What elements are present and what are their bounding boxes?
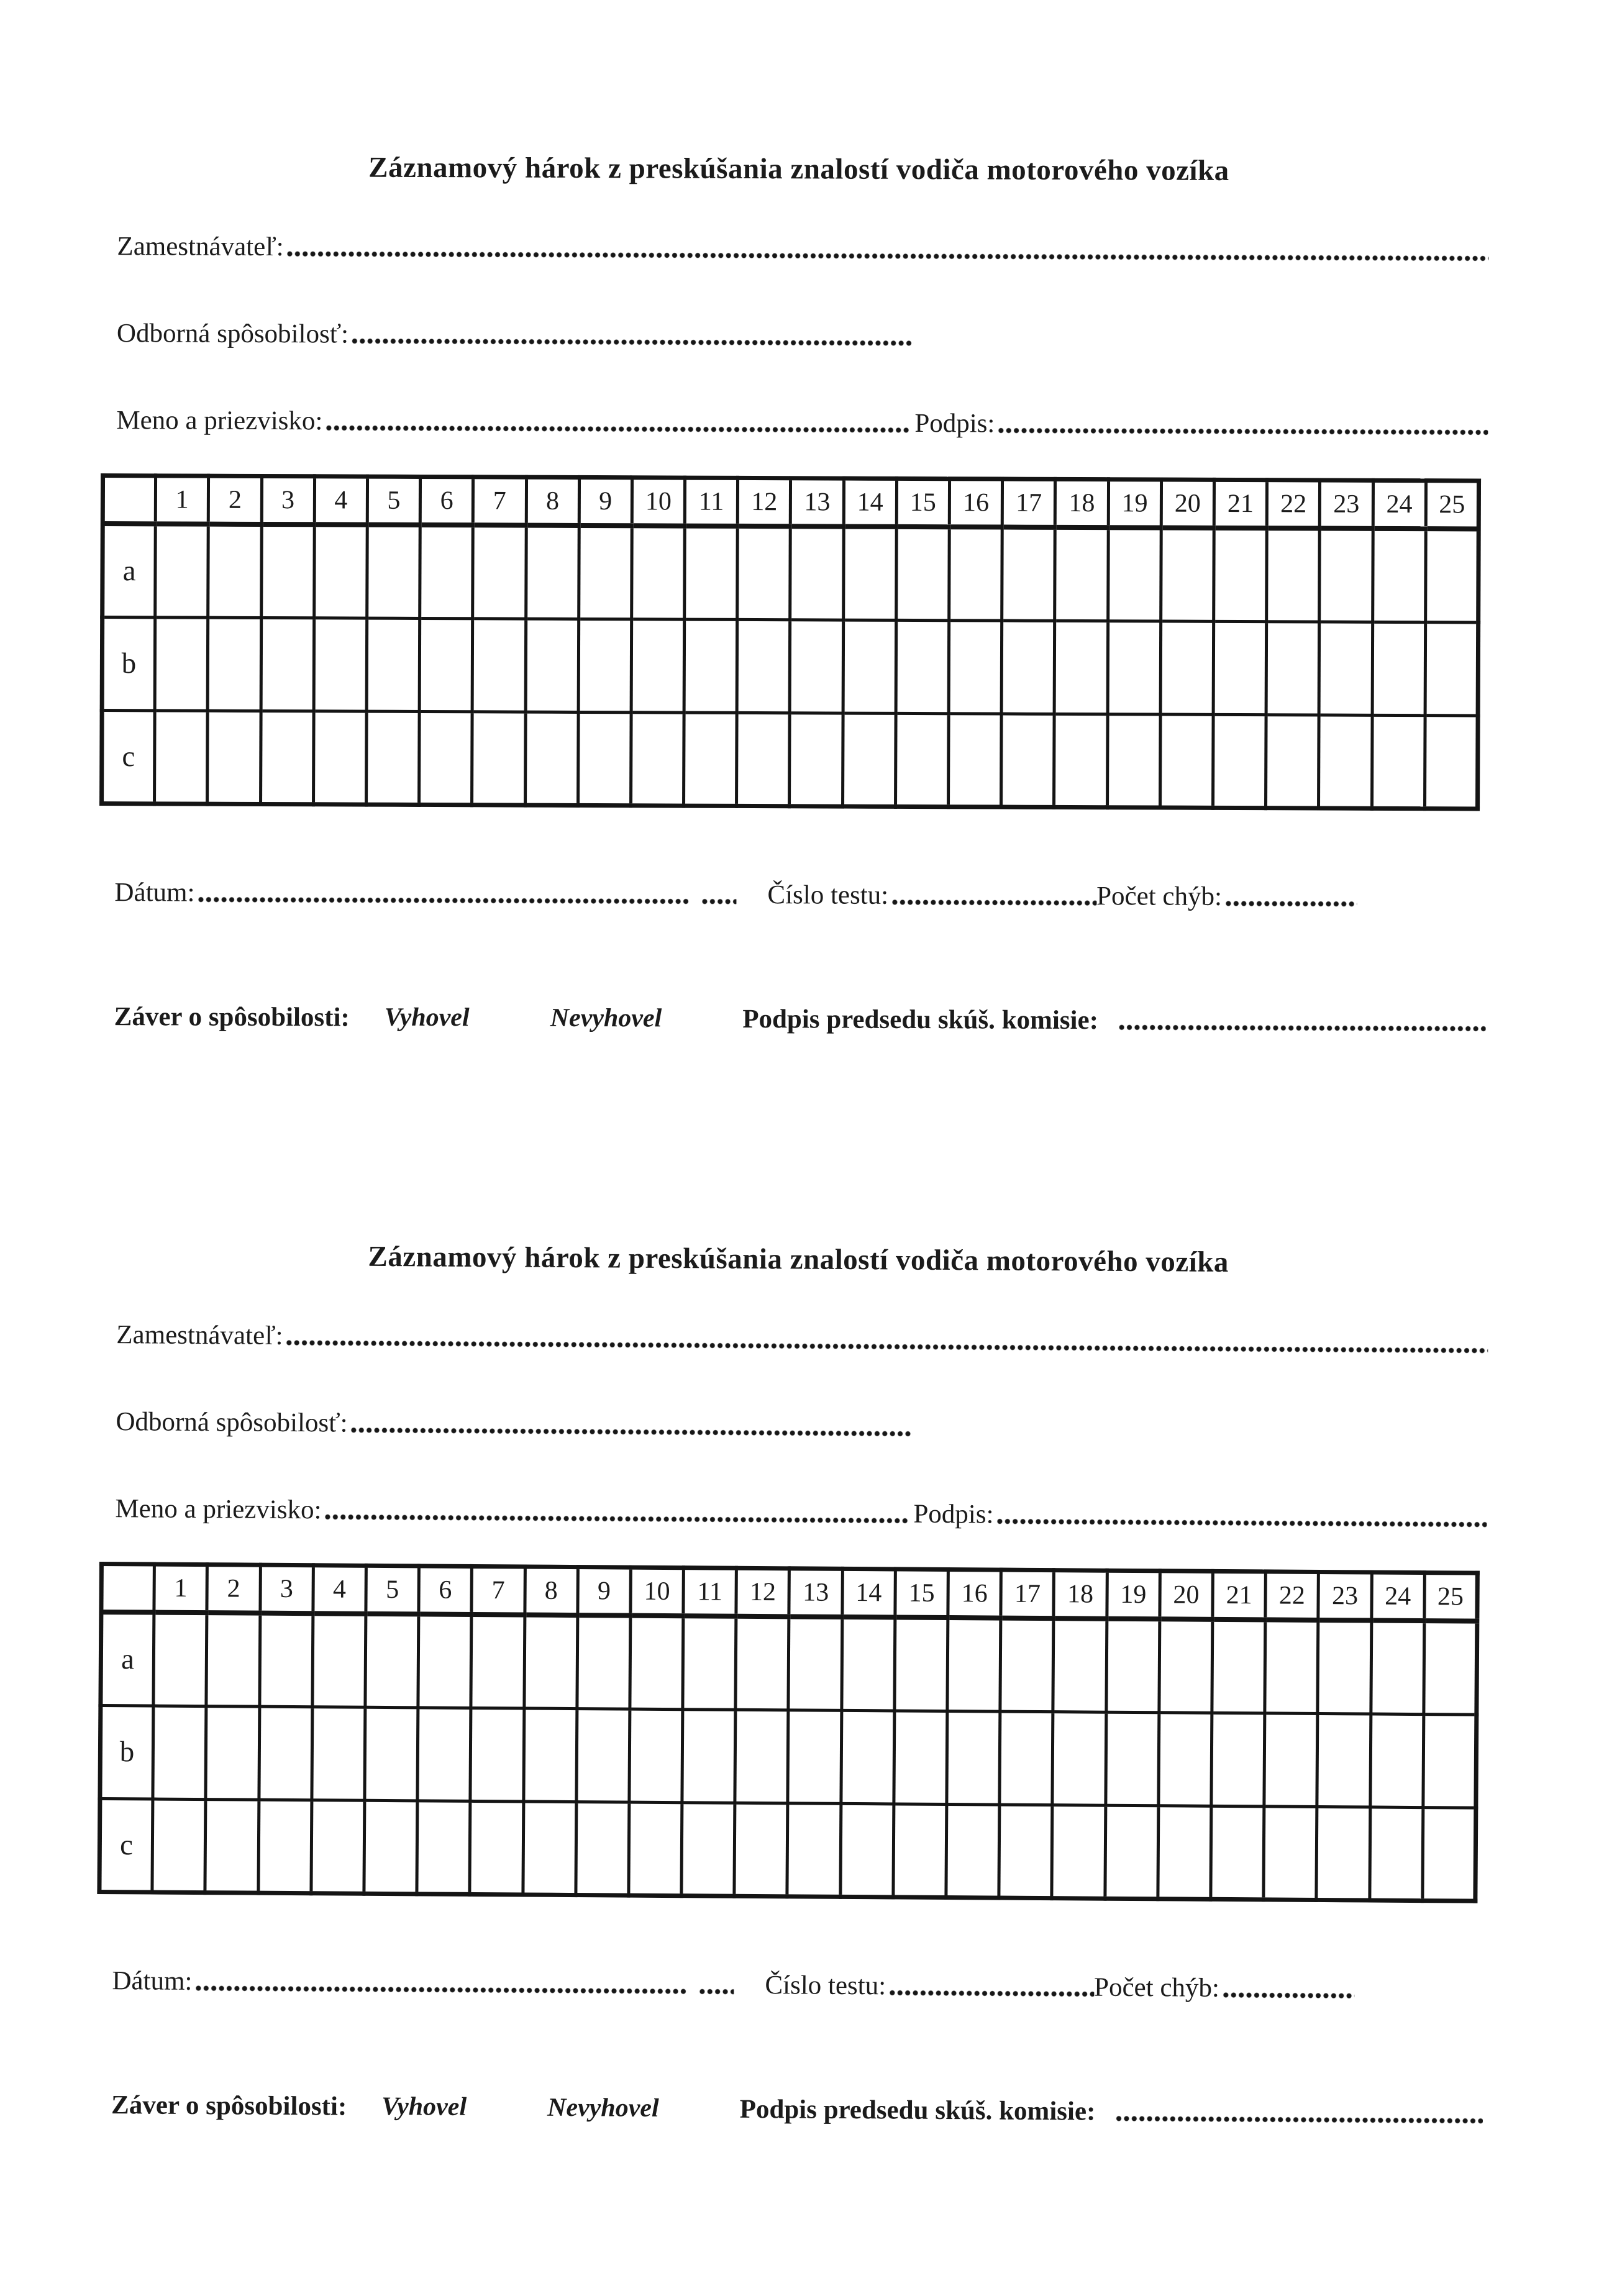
answer-cell — [1425, 622, 1478, 715]
answer-cell — [417, 1800, 470, 1894]
row-label-a: a — [101, 1612, 154, 1706]
answer-cell — [578, 712, 631, 805]
answer-cell — [364, 1800, 417, 1894]
answer-cell — [1316, 1806, 1370, 1900]
answer-cell — [735, 1710, 788, 1803]
name-label: Meno a priezvisko: — [115, 1493, 322, 1525]
column-header: 8 — [524, 1567, 578, 1615]
answer-cell — [682, 1709, 736, 1803]
answer-cell — [842, 713, 896, 806]
answer-cell — [1001, 621, 1055, 714]
column-header: 2 — [207, 1565, 260, 1613]
answer-cell — [737, 526, 791, 619]
answer-cell — [1158, 1805, 1211, 1899]
failed-option: Nevyhovel — [547, 2093, 659, 2123]
answer-cell — [947, 1618, 1001, 1711]
answer-cell — [1214, 528, 1267, 621]
employer-dotted-line — [286, 1339, 1488, 1354]
column-header: 1 — [154, 1564, 207, 1613]
answer-cell — [472, 618, 526, 711]
answer-cell — [1319, 529, 1373, 622]
chairman-signature-label: Podpis predsedu skúš. komisie: — [742, 1004, 1099, 1035]
column-header: 11 — [683, 1568, 737, 1616]
answer-cell — [1108, 621, 1161, 714]
answer-cell — [578, 526, 632, 619]
answer-cell — [1055, 527, 1108, 621]
answer-cell — [473, 525, 526, 618]
grid-row-c — [102, 710, 1478, 809]
answer-cell — [312, 1706, 365, 1800]
answer-cell — [419, 618, 473, 711]
form-title: Záznamový hárok z preskúšania znalostí vodiča motorového vozíka — [368, 152, 1229, 188]
answer-cell — [1425, 529, 1478, 622]
conclusion-label: Záver o spôsobilosti: — [111, 2090, 347, 2121]
answer-cell — [790, 713, 843, 806]
answer-cell — [576, 1802, 629, 1895]
answer-cell — [1001, 714, 1055, 807]
answer-cell — [683, 1616, 736, 1710]
column-header: 9 — [579, 477, 632, 526]
answer-cell — [311, 1800, 365, 1893]
answer-cell — [1372, 529, 1426, 622]
answer-cell — [1370, 1714, 1423, 1808]
answer-cell — [631, 619, 685, 712]
column-header: 10 — [631, 1567, 684, 1616]
answer-cell — [684, 619, 737, 713]
answer-cell — [1372, 715, 1425, 808]
answer-cell — [1108, 527, 1161, 621]
answer-cell — [947, 1711, 1000, 1805]
date-label: Dátum: — [112, 1966, 193, 1996]
test-number-dotted-line — [891, 899, 1096, 906]
answer-cell — [895, 1617, 948, 1711]
grid-row-a — [102, 524, 1479, 622]
row-label-b: b — [100, 1705, 153, 1799]
answer-cell — [206, 1706, 259, 1800]
answer-cell — [737, 619, 790, 713]
column-header: 15 — [896, 478, 949, 527]
answer-cell — [367, 618, 420, 711]
column-header: 13 — [789, 1569, 842, 1617]
answer-cell — [790, 526, 844, 619]
column-header: 16 — [949, 479, 1002, 527]
passed-option: Vyhovel — [384, 1003, 470, 1032]
name-label: Meno a priezvisko: — [116, 405, 323, 436]
answer-cell — [524, 1615, 577, 1708]
answer-cell — [576, 1708, 630, 1802]
answer-cell — [896, 527, 949, 620]
answer-cell — [578, 619, 632, 712]
answer-cell — [949, 527, 1003, 620]
answer-cell — [1212, 1620, 1265, 1713]
answer-cell — [155, 524, 209, 617]
answer-cell — [1264, 1713, 1318, 1806]
answer-cell — [1370, 1621, 1424, 1715]
grid-corner-cell — [101, 1564, 155, 1612]
name-dotted-line — [326, 424, 909, 434]
column-header: 17 — [1002, 479, 1055, 527]
row-label-c: c — [99, 1798, 153, 1892]
column-header: 15 — [895, 1569, 949, 1618]
answer-cell — [261, 617, 314, 711]
answer-cell — [842, 1617, 895, 1711]
column-header: 12 — [738, 478, 791, 526]
employer-line — [0, 1315, 1598, 1359]
answer-cell — [1052, 1711, 1106, 1805]
competence-dotted-line — [352, 338, 914, 347]
answer-cell — [734, 1803, 788, 1897]
answer-cell — [1317, 1713, 1370, 1807]
answer-cell — [1372, 622, 1426, 715]
answer-cell — [1423, 1714, 1477, 1808]
answer-cell — [787, 1803, 840, 1897]
answer-cell — [629, 1802, 682, 1896]
column-header: 6 — [420, 476, 473, 525]
column-header: 21 — [1214, 480, 1267, 528]
answer-cell — [788, 1616, 842, 1710]
answer-cell — [314, 524, 367, 617]
grid-row-b — [100, 1705, 1477, 1808]
answer-cell — [841, 1710, 895, 1804]
chairman-signature-dotted-line — [1119, 1024, 1486, 1032]
column-header: 23 — [1318, 1572, 1372, 1620]
answer-cell — [418, 1614, 472, 1708]
answer-cell — [261, 524, 314, 617]
answer-cell — [1319, 715, 1372, 808]
answer-cell — [1213, 621, 1267, 714]
column-header: 5 — [366, 1565, 419, 1614]
answer-cell — [843, 527, 896, 620]
answer-cell — [1266, 714, 1319, 808]
answer-cell — [630, 1616, 683, 1710]
row-label-a: a — [102, 524, 156, 617]
competence-label: Odborná spôsobilosť: — [116, 318, 349, 349]
answer-cell — [1264, 1806, 1317, 1900]
column-header: 25 — [1426, 481, 1479, 529]
answer-cell — [1369, 1807, 1423, 1901]
date-dotted-line-extra — [701, 898, 736, 905]
answer-cell — [1054, 714, 1108, 807]
column-header: 1 — [155, 476, 208, 524]
competence-dotted-line — [350, 1427, 913, 1437]
conclusion-line — [0, 2085, 1592, 2130]
record-sheet-form-2 — [0, 1088, 1599, 2185]
answer-cell — [1105, 1712, 1159, 1806]
answer-cell — [1159, 1712, 1212, 1806]
column-header: 5 — [367, 476, 420, 525]
form-title: Záznamový hárok z preskúšania znalostí vodiča motorového vozíka — [368, 1241, 1229, 1279]
employer-line — [0, 227, 1598, 266]
answer-cell — [737, 713, 790, 806]
date-line — [0, 1961, 1593, 2005]
record-sheet-form-1 — [0, 0, 1599, 1093]
row-label-b: b — [102, 617, 155, 710]
error-count-label: Počet chýb: — [1096, 881, 1223, 911]
answer-cell — [1000, 1711, 1053, 1805]
answer-cell — [788, 1710, 841, 1803]
answer-cell — [155, 710, 208, 803]
answer-cell — [999, 1805, 1052, 1898]
answer-cell — [523, 1708, 576, 1802]
answer-cell — [896, 620, 949, 713]
answer-cell — [946, 1804, 1000, 1898]
column-header: 13 — [791, 478, 844, 527]
column-header: 24 — [1371, 1572, 1424, 1621]
answer-cell — [629, 1709, 683, 1803]
answer-cell — [840, 1803, 894, 1897]
grid-row-c — [99, 1798, 1476, 1901]
answer-grid — [97, 1562, 1479, 1903]
answer-cell — [1267, 528, 1320, 621]
answer-cell — [1159, 1619, 1213, 1713]
test-number-label: Číslo testu: — [767, 880, 889, 910]
conclusion-label: Záver o spôsobilosti: — [114, 1001, 350, 1032]
answer-cell — [843, 620, 896, 713]
column-header: 14 — [842, 1569, 896, 1617]
column-header: 25 — [1424, 1573, 1478, 1621]
column-header: 17 — [1001, 1570, 1054, 1618]
date-dotted-line — [195, 1985, 686, 1995]
answer-cell — [893, 1803, 947, 1897]
answer-cell — [153, 1613, 207, 1706]
answer-cell — [207, 711, 261, 804]
column-header: 19 — [1106, 1570, 1160, 1619]
answer-cell — [949, 620, 1002, 713]
answer-cell — [365, 1707, 418, 1801]
answer-cell — [949, 713, 1002, 806]
answer-cell — [1160, 714, 1213, 808]
answer-cell — [522, 1801, 576, 1895]
answer-cell — [685, 526, 738, 619]
employer-dotted-line — [287, 250, 1489, 262]
answer-cell — [312, 1613, 366, 1707]
answer-cell — [313, 711, 367, 804]
answer-cell — [631, 712, 684, 805]
grid-corner-cell — [102, 475, 155, 524]
answer-cell — [367, 525, 421, 618]
answer-cell — [1423, 1807, 1476, 1901]
column-header: 12 — [736, 1568, 790, 1616]
column-header: 22 — [1265, 1572, 1319, 1620]
answer-cell — [419, 711, 473, 804]
answer-cell — [1054, 621, 1108, 714]
error-count-dotted-line — [1223, 1992, 1354, 1999]
answer-cell — [365, 1614, 419, 1708]
signature-dotted-line — [996, 1518, 1487, 1528]
column-header: 3 — [262, 476, 314, 524]
grid-row-b — [102, 617, 1478, 716]
answer-cell — [471, 1615, 524, 1708]
answer-cell — [470, 1708, 524, 1802]
name-dotted-line — [324, 1513, 908, 1524]
name-line — [0, 401, 1598, 440]
answer-cell — [260, 711, 314, 804]
column-header: 18 — [1054, 1570, 1107, 1619]
name-line — [0, 1489, 1597, 1533]
answer-cell — [1266, 621, 1319, 714]
answer-cell — [526, 526, 579, 619]
column-header: 22 — [1267, 480, 1319, 529]
column-header: 8 — [526, 477, 579, 526]
column-header: 20 — [1160, 1571, 1213, 1620]
conclusion-line — [0, 997, 1595, 1037]
test-number-label: Číslo testu: — [765, 1970, 886, 2001]
date-dotted-line-extra — [699, 1988, 734, 1995]
grid-header-row — [102, 475, 1478, 529]
answer-cell — [1265, 1620, 1318, 1713]
employer-label: Zamestnávateľ: — [116, 1319, 283, 1351]
answer-cell — [1053, 1618, 1106, 1712]
answer-cell — [420, 525, 473, 618]
column-header: 23 — [1320, 480, 1373, 529]
column-header: 3 — [260, 1565, 313, 1613]
answer-cell — [155, 617, 208, 710]
row-label-c: c — [102, 710, 155, 803]
grid-row-a — [101, 1612, 1477, 1715]
answer-cell — [1213, 714, 1266, 808]
column-header: 19 — [1108, 480, 1161, 528]
column-header: 2 — [209, 476, 262, 524]
answer-cell — [207, 617, 261, 711]
answer-cell — [1106, 1619, 1159, 1713]
column-header: 24 — [1373, 480, 1426, 529]
answer-cell — [632, 526, 685, 619]
date-dotted-line — [198, 896, 688, 905]
answer-cell — [417, 1707, 471, 1801]
answer-cell — [1107, 714, 1160, 807]
answer-cell — [1424, 1621, 1477, 1715]
date-label: Dátum: — [114, 877, 195, 908]
answer-cell — [1105, 1805, 1158, 1899]
column-header: 14 — [844, 478, 896, 527]
answer-cell — [205, 1799, 258, 1893]
answer-cell — [790, 619, 844, 713]
answer-cell — [526, 619, 579, 712]
answer-cell — [894, 1710, 947, 1804]
error-count-label: Počet chýb: — [1093, 1972, 1220, 2003]
signature-dotted-line — [998, 427, 1488, 436]
signature-label: Podpis: — [913, 1499, 994, 1529]
column-header: 6 — [419, 1566, 472, 1615]
competence-label: Odborná spôsobilosť: — [116, 1406, 348, 1438]
column-header: 4 — [314, 476, 367, 525]
answer-cell — [1211, 1806, 1264, 1900]
answer-cell — [258, 1800, 311, 1893]
column-header: 11 — [685, 478, 737, 526]
answer-cell — [577, 1615, 631, 1709]
answer-cell — [366, 711, 419, 804]
answer-cell — [1319, 622, 1372, 715]
answer-grid — [99, 473, 1481, 811]
column-header: 18 — [1055, 479, 1108, 527]
answer-cell — [152, 1799, 206, 1893]
column-header: 10 — [632, 478, 685, 526]
answer-cell — [1160, 621, 1214, 714]
answer-cell — [206, 1613, 260, 1706]
column-header: 20 — [1161, 480, 1214, 528]
column-header: 9 — [578, 1567, 631, 1616]
date-line — [0, 873, 1596, 913]
column-header: 4 — [313, 1565, 367, 1614]
answer-cell — [1160, 528, 1214, 621]
column-header: 7 — [473, 477, 526, 526]
column-header: 16 — [948, 1570, 1001, 1618]
signature-label: Podpis: — [914, 408, 995, 439]
error-count-dotted-line — [1225, 900, 1357, 908]
answer-cell — [1002, 527, 1055, 621]
competence-line — [0, 314, 1598, 353]
answer-cell — [258, 1706, 312, 1800]
answer-cell — [208, 524, 262, 617]
answer-cell — [472, 711, 526, 804]
test-number-dotted-line — [889, 1989, 1094, 1997]
answer-cell — [259, 1613, 312, 1707]
competence-line — [0, 1402, 1597, 1446]
chairman-signature-label: Podpis predsedu skúš. komisie: — [739, 2094, 1096, 2126]
answer-cell — [525, 712, 578, 805]
answer-cell — [681, 1802, 735, 1896]
answer-cell — [314, 617, 367, 711]
column-header: 7 — [472, 1566, 525, 1615]
answer-cell — [470, 1801, 523, 1895]
passed-option: Vyhovel — [381, 2092, 467, 2121]
chairman-signature-dotted-line — [1116, 2115, 1483, 2125]
grid-header-row — [101, 1564, 1477, 1621]
answer-cell — [1052, 1805, 1105, 1898]
employer-label: Zamestnávateľ: — [117, 231, 284, 262]
failed-option: Nevyhovel — [550, 1003, 662, 1033]
answer-cell — [153, 1706, 206, 1800]
answer-cell — [1211, 1713, 1265, 1806]
answer-cell — [1318, 1620, 1371, 1714]
answer-cell — [1424, 715, 1478, 808]
answer-cell — [895, 713, 949, 806]
column-header: 21 — [1213, 1571, 1266, 1620]
answer-cell — [684, 713, 737, 806]
answer-cell — [1000, 1618, 1054, 1712]
answer-cell — [736, 1616, 789, 1710]
